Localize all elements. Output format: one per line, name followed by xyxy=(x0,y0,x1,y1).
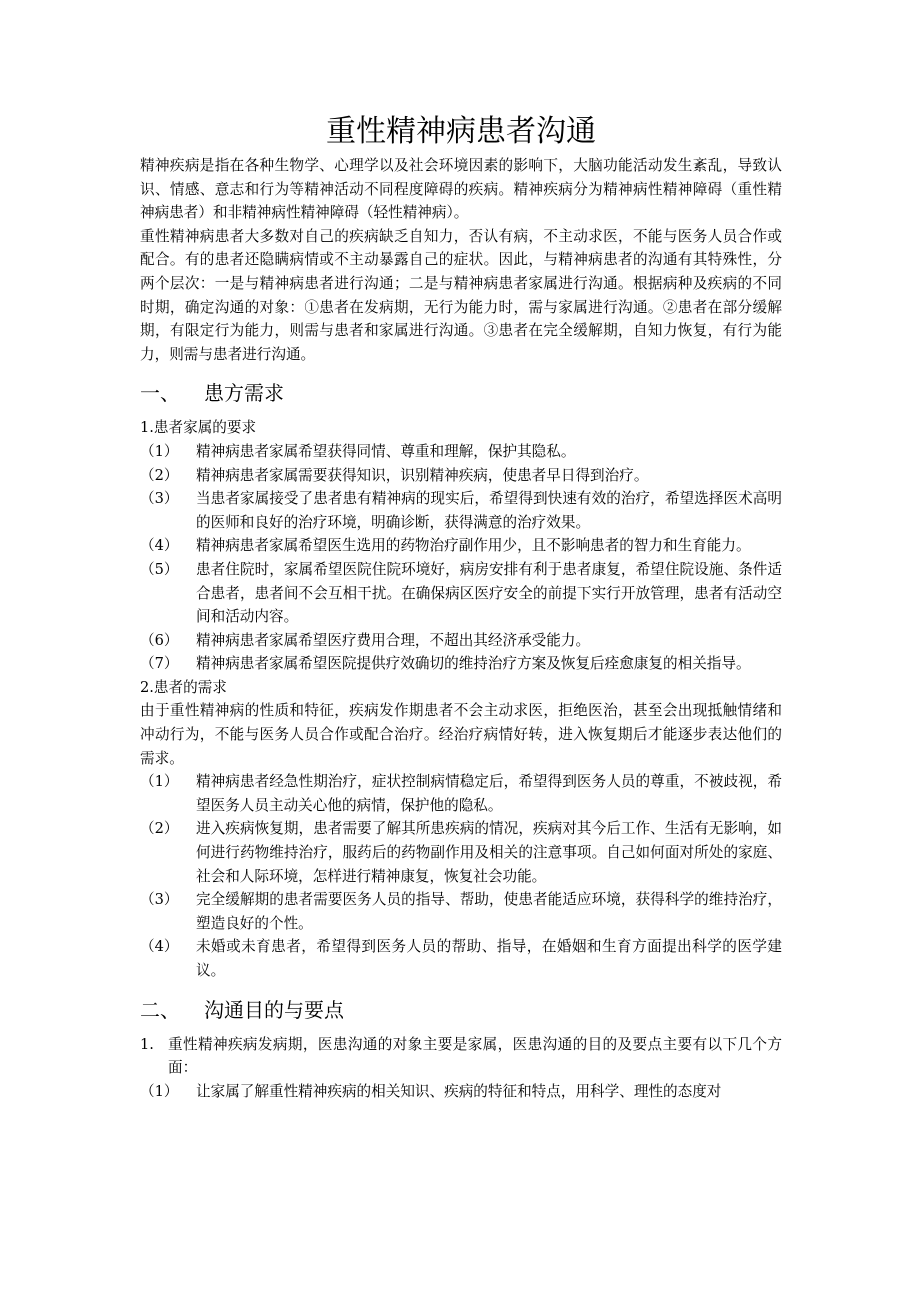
list-item xyxy=(140,888,782,935)
list-item xyxy=(140,558,782,629)
item-text: 精神病患者家属希望医疗费用合理，不超出其经济承受能力。 xyxy=(196,631,591,649)
item-index: 1. xyxy=(140,1035,154,1053)
list-item xyxy=(140,1080,782,1104)
intro-paragraph-2: 重性精神病患者大多数对自己的疾病缺乏自知力，否认有病，不主动求医，不能与医务人员合作或配合。有的患者还隐瞒病情或不主动暴露自己的症状。因此，与精神病患者的沟通有其特殊性，分两个层次：一是与精神病患者进行沟通；二是与精神病患者家属进行沟通。根据病种及疾病的不同时期，确定沟通的对象：①患者在发病期，无行为能力时，需与家属进行沟通。②患者在部分缓解期，有限定行为能力，则需与患者和家属进行沟通。③患者在完全缓解期，自知力恢复，有行为能力，则需与患者进行沟通。 xyxy=(140,227,782,363)
subsection-title-patient: 2.患者的需求 xyxy=(140,678,227,696)
item-index: （5） xyxy=(140,560,179,578)
item-index: （3） xyxy=(140,891,179,909)
item-index: （1） xyxy=(140,442,179,460)
section-heading-1 xyxy=(140,380,782,406)
item-text: 精神病患者家属希望医院提供疗效确切的维持治疗方案及恢复后痊愈康复的相关指导。 xyxy=(196,655,751,673)
list-item xyxy=(140,1033,782,1080)
item-index: （2） xyxy=(140,466,179,484)
list-item xyxy=(140,817,782,888)
list-item xyxy=(140,652,782,676)
list-item xyxy=(140,770,782,817)
item-text: 让家属了解重性精神疾病的相关知识、疾病的特征和特点，用科学、理性的态度对 xyxy=(196,1082,722,1100)
item-text: 精神病患者家属希望获得同情、尊重和理解，保护其隐私。 xyxy=(196,442,576,460)
item-index: （4） xyxy=(140,938,179,956)
item-text: 精神病患者经急性期治疗，症状控制病情稳定后，希望得到医务人员的尊重，不被歧视，希望医务人员主动关心他的病情，保护他的隐私。 xyxy=(196,773,782,814)
list-item xyxy=(140,464,782,488)
item-text: 完全缓解期的患者需要医务人员的指导、帮助，使患者能适应环境，获得科学的维持治疗，塑造良好的个性。 xyxy=(196,891,782,932)
subsection-intro: 由于重性精神病的性质和特征，疾病发作期患者不会主动求医，拒绝医治，甚至会出现抵触情绪和冲动行为，不能与医务人员合作或配合治疗。经治疗病情好转，进入恢复期后才能逐步表达他们的需求。 xyxy=(140,702,782,767)
section-number: 二、 xyxy=(140,997,180,1022)
item-text: 未婚或未育患者，希望得到医务人员的帮助、指导，在婚姻和生育方面提出科学的医学建议。 xyxy=(196,938,782,979)
item-index: （3） xyxy=(140,490,179,508)
list-item xyxy=(140,534,782,558)
section-title: 患方需求 xyxy=(204,381,284,406)
list-item xyxy=(140,935,782,982)
document-title: 重性精神病患者沟通 xyxy=(326,114,596,149)
item-text: 精神病患者家属需要获得知识，识别精神疾病，使患者早日得到治疗。 xyxy=(196,466,649,484)
intro-paragraph-1: 精神疾病是指在各种生物学、心理学以及社会环境因素的影响下，大脑功能活动发生紊乱，导致认识、情感、意志和行为等精神活动不同程度障碍的疾病。精神疾病分为精神病性精神障碍（重性精神病患者）和非精神病性精神障碍（轻性精神病）。 xyxy=(140,157,782,222)
list-item xyxy=(140,629,782,653)
item-index: （2） xyxy=(140,820,179,838)
document-page xyxy=(140,112,782,1103)
section-heading-2 xyxy=(140,997,782,1023)
item-index: （4） xyxy=(140,537,179,555)
subsection-title-family: 1.患者家属的要求 xyxy=(140,419,257,437)
list-item xyxy=(140,487,782,534)
item-text: 当患者家属接受了患者患有精神病的现实后，希望得到快速有效的治疗，希望选择医术高明的医师和良好的治疗环境，明确诊断，获得满意的治疗效果。 xyxy=(196,490,782,531)
item-index: （6） xyxy=(140,631,179,649)
item-text: 患者住院时，家属希望医院住院环境好，病房安排有利于患者康复，希望住院设施、条件适合患者，患者间不会互相干扰。在确保病区医疗安全的前提下实行开放管理，患者有活动空间和活动内容。 xyxy=(196,560,782,626)
item-index: （7） xyxy=(140,655,179,673)
item-index: （1） xyxy=(140,773,179,791)
item-text: 重性精神疾病发病期，医患沟通的对象主要是家属，医患沟通的目的及要点主要有以下几个方面： xyxy=(168,1035,782,1077)
item-index: （1） xyxy=(140,1082,179,1100)
item-text: 精神病患者家属希望医生选用的药物治疗副作用少，且不影响患者的智力和生育能力。 xyxy=(196,537,751,555)
section-title: 沟通目的与要点 xyxy=(204,997,344,1022)
list-item xyxy=(140,440,782,464)
item-text: 进入疾病恢复期，患者需要了解其所患疾病的情况，疾病对其今后工作、生活有无影响，如何进行药物维持治疗，服药后的药物副作用及相关的注意事项。自己如何面对所处的家庭、社会和人际环境，怎样进行精神康复，恢复社会功能。 xyxy=(196,820,782,885)
section-number: 一、 xyxy=(140,381,180,406)
